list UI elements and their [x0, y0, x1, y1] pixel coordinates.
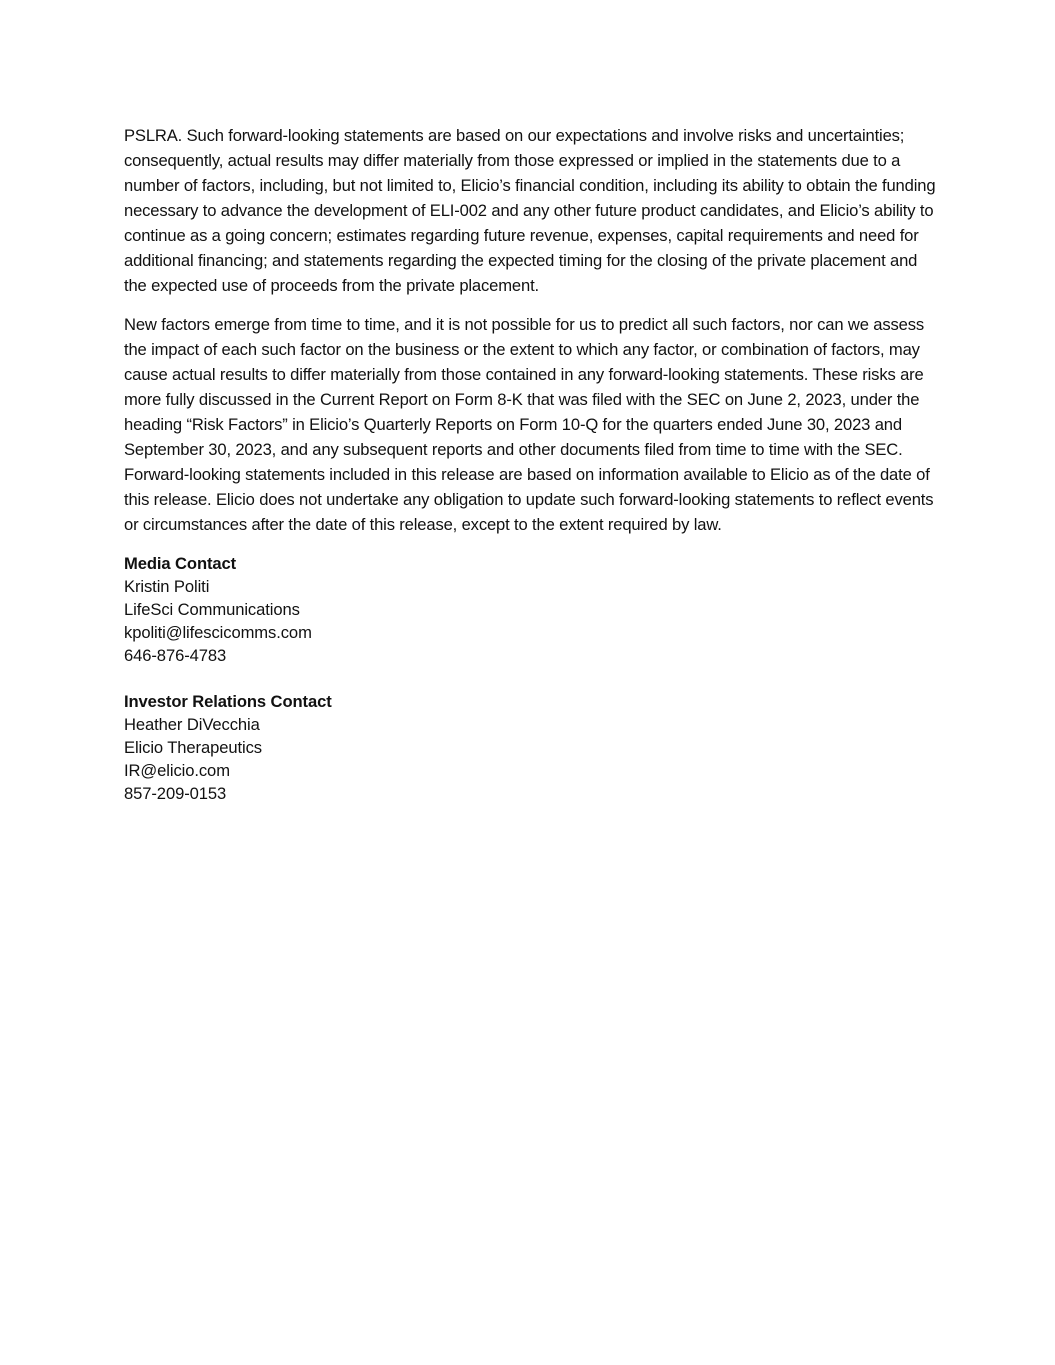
media-contact-heading: Media Contact	[124, 554, 237, 573]
media-contact	[124, 552, 936, 667]
media-contact-email: kpoliti@lifescicomms.com	[124, 623, 312, 642]
investor-contact-organization: Elicio Therapeutics	[124, 738, 262, 757]
media-contact-name: Kristin Politi	[124, 577, 210, 596]
risk-factors-paragraph: New factors emerge from time to time, and it is not possible for us to predict all such factors, nor can we assess the impact of each such factor on the business or the extent to which any factor, or combination of factors, may cause actual results to differ materially from those contained in any forward-looking statements. These risks are more fully discussed in the Current Report on Form 8-K that was filed with the SEC on June 2, 2023, under the heading “Risk Factors” in Elicio’s Quarterly Reports on Form 10-Q for the quarters ended June 30, 2023 and September 30, 2023, and any subsequent reports and other documents filed from time to time with the SEC. Forward-looking statements included in this release are based on information available to Elicio as of the date of this release. Elicio does not undertake any obligation to update such forward-looking statements to reflect events or circumstances after the date of this release, except to the extent required by law.	[124, 315, 934, 534]
media-contact-organization: LifeSci Communications	[124, 600, 300, 619]
media-contact-phone: 646-876-4783	[124, 646, 227, 665]
forward-looking-paragraph: PSLRA. Such forward-looking statements are based on our expectations and involve risks and uncertainties; consequently, actual results may differ materially from those expressed or implied in the statements due to a number of factors, including, but not limited to, Elicio’s financial condition, including its ability to obtain the funding necessary to advance the development of ELI-002 and any other future product candidates, and Elicio’s ability to continue as a going concern; estimates regarding future revenue, expenses, capital requirements and need for additional financing; and statements regarding the expected timing for the closing of the private placement and the expected use of proceeds from the private placement.	[124, 126, 936, 295]
document-page	[124, 123, 936, 805]
investor-relations-contact	[124, 690, 936, 805]
investor-contact-phone: 857-209-0153	[124, 784, 227, 803]
investor-contact-name: Heather DiVecchia	[124, 715, 260, 734]
investor-contact-heading: Investor Relations Contact	[124, 692, 332, 711]
investor-contact-email: IR@elicio.com	[124, 761, 230, 780]
